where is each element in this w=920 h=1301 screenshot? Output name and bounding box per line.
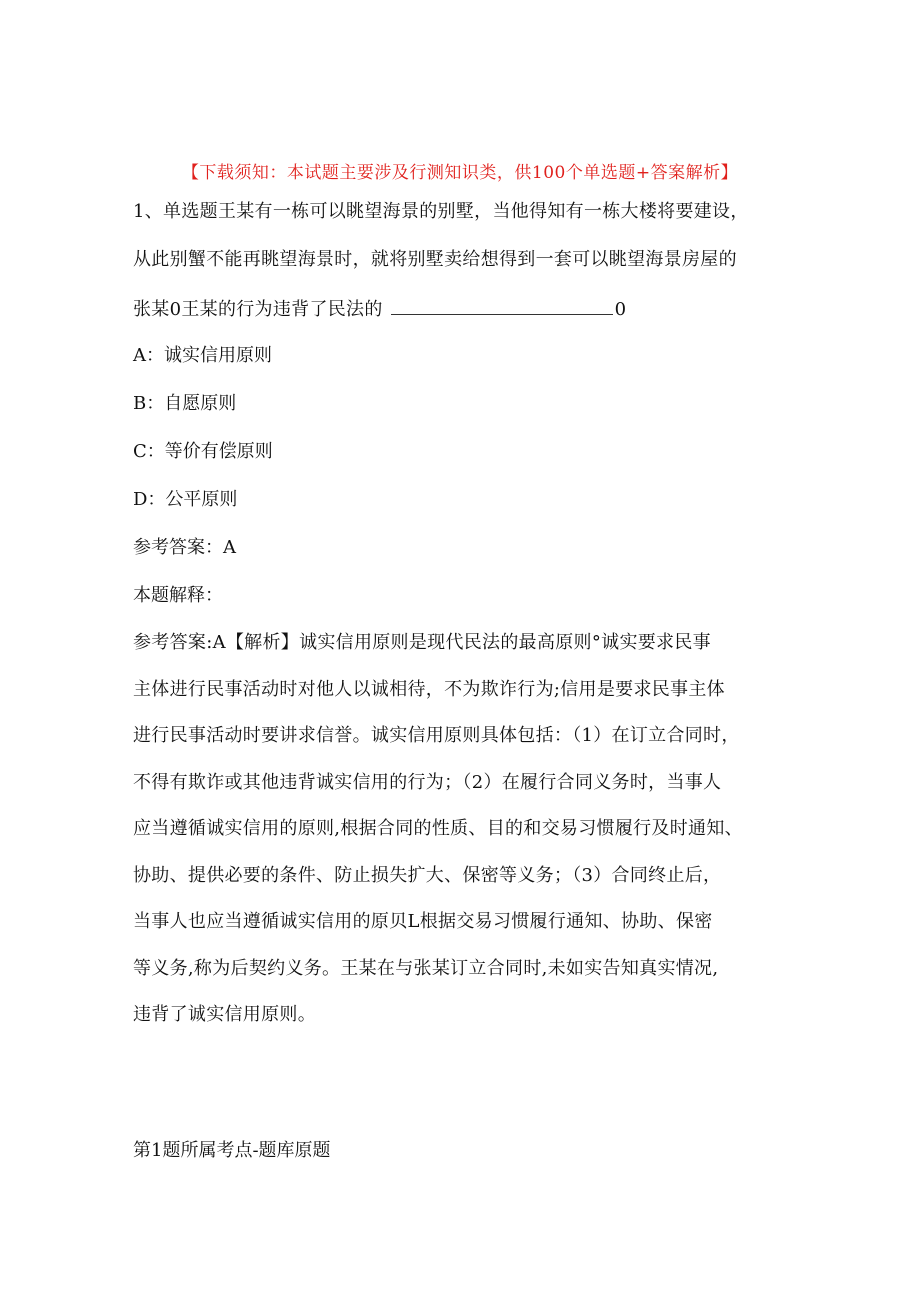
explanation-line: 不得有欺诈或其他违背诚实信用的行为；（2）在履行合同义务时，当事人 <box>133 771 722 793</box>
explanation-line: 应当遵循诚实信用的原则,根据合同的性质、目的和交易习惯履行及时通知、 <box>133 818 743 839</box>
reference-answer: 参考答案：A <box>133 537 236 558</box>
option-a: A：诚实信用原则 <box>133 345 272 366</box>
explanation-line: 等义务,称为后契约义务。王某在与张某订立合同时,未如实告知真实情况, <box>133 957 719 979</box>
question-category: 第1题所属考点-题库原题 <box>133 1140 331 1161</box>
option-d: D：公平原则 <box>133 489 238 510</box>
explanation-line: 参考答案:A【解析】诚实信用原则是现代民法的最高原则°诚实要求民事 <box>133 632 711 653</box>
explanation-line: 主体进行民事活动时对他人以诚相待，不为欺诈行为;信用是要求民事主体 <box>133 678 725 700</box>
explanation-title: 本题解释： <box>133 585 223 606</box>
explanation-line: 违背了诚实信用原则。 <box>133 1004 316 1025</box>
question-block <box>133 188 803 1039</box>
option-b: B：自愿原则 <box>133 393 237 414</box>
answer-blank <box>391 284 613 315</box>
explanation-line: 协助、提供必要的条件、防止损失扩大、保密等义务；（3）合同终止后， <box>133 864 722 886</box>
question-line-3-end: 0 <box>614 299 627 320</box>
download-notice: 【下载须知：本试题主要涉及行测知识类，供100个单选题+答案解析】 <box>181 163 739 183</box>
question-line-3 <box>133 284 803 332</box>
question-line-1: 1、单选题王某有一栋可以眺望海景的别墅，当他得知有一栋大楼将要建设， <box>133 201 749 222</box>
explanation-line: 当事人也应当遵循诚实信用的原贝L根据交易习惯履行通知、协助、保密 <box>133 911 713 932</box>
explanation-block <box>133 620 803 1039</box>
question-line-3-text: 张某0王某的行为违背了民法的 <box>133 299 383 320</box>
option-c: C：等价有偿原则 <box>133 441 273 462</box>
question-line-2: 从此别蟹不能再眺望海景时，就将别墅卖给想得到一套可以眺望海景房屋的 <box>133 249 737 270</box>
explanation-line: 进行民事活动时要讲求信誉。诚实信用原则具体包括：（1）在订立合同时， <box>133 725 740 746</box>
